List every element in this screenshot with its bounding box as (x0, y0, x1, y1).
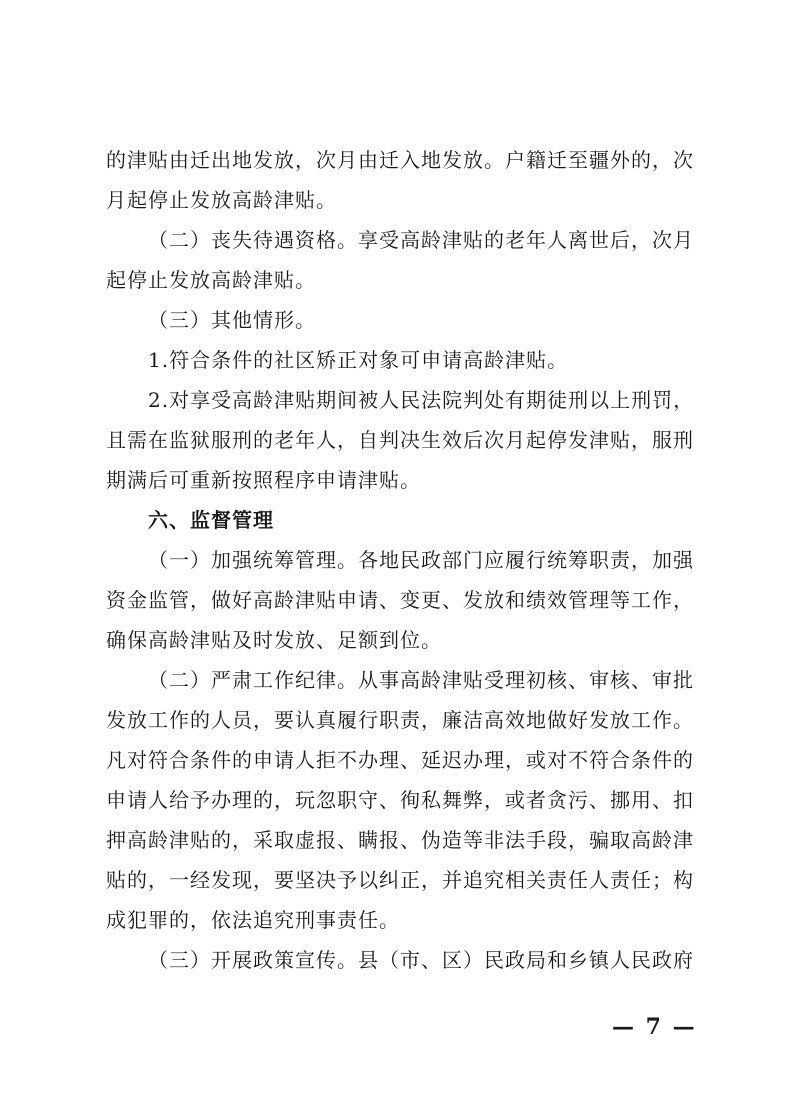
page-number: — 7 — (612, 1014, 697, 1040)
text-line: 确保高龄津贴及时发放、足额到位。 (106, 628, 442, 652)
text-line: 申请人给予办理的，玩忽职守、徇私舞弊，或者贪污、挪用、扣 (106, 788, 694, 812)
text-line: 凡对符合条件的申请人拒不办理、延迟办理，或对不符合条件的 (106, 748, 694, 772)
section-heading: 六、监督管理 (148, 508, 274, 532)
text-line: 成犯罪的，依法追究刑事责任。 (106, 908, 400, 932)
text-line: 期满后可重新按照程序申请津贴。 (106, 468, 421, 492)
text-line: 且需在监狱服刑的老年人，自判决生效后次月起停发津贴，服刑 (106, 428, 694, 452)
text-line: 的津贴由迁出地发放，次月由迁入地发放。户籍迁至疆外的，次 (106, 148, 694, 172)
text-line: （一）加强统筹管理。各地民政部门应履行统筹职责，加强 (148, 548, 694, 572)
text-line: （二）严肃工作纪律。从事高龄津贴受理初核、审核、审批 (148, 668, 694, 692)
text-line: （三）其他情形。 (148, 308, 316, 332)
text-line: 押高龄津贴的，采取虚报、瞒报、伪造等非法手段，骗取高龄津 (106, 828, 694, 852)
text-line: 贴的，一经发现，要坚决予以纠正，并追究相关责任人责任；构 (106, 868, 694, 892)
text-line: 发放工作的人员，要认真履行职责，廉洁高效地做好发放工作。 (106, 708, 694, 732)
text-line: 起停止发放高龄津贴。 (106, 268, 316, 292)
text-line: 月起停止发放高龄津贴。 (106, 188, 337, 212)
text-line: 2.对享受高龄津贴期间被人民法院判处有期徒刑以上刑罚， (148, 388, 695, 412)
text-line: （二）丧失待遇资格。享受高龄津贴的老年人离世后，次月 (148, 228, 694, 252)
text-line: （三）开展政策宣传。县（市、区）民政局和乡镇人民政府 (148, 948, 694, 972)
text-line: 1.符合条件的社区矫正对象可申请高龄津贴。 (148, 348, 569, 372)
text-line: 资金监管，做好高龄津贴申请、变更、发放和绩效管理等工作， (106, 588, 694, 612)
